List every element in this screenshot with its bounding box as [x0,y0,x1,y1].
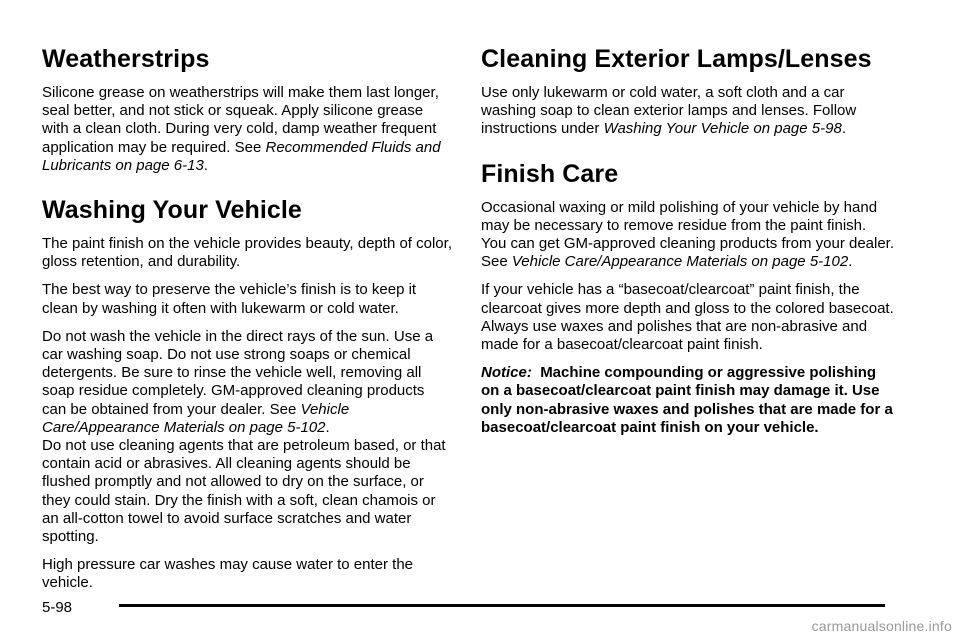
notice-paragraph [481,364,895,437]
period: . [848,253,853,271]
footer-rule [119,604,885,607]
left-column [42,44,452,603]
finish-paragraph-2: If your vehicle has a “basecoat/clearcoat” paint finish, the clearcoat gives more depth and gloss to the colored basecoat. Always use waxes and polishes that are non-abrasive and made for a basecoat/clearcoat paint finish. [481,281,894,354]
washing-paragraph-4: High pressure car washes may cause water to enter the vehicle. [42,556,414,592]
fluids-lubricants-reference[interactable]: Recommended Fluids and Lubricants on page 6-13 [42,138,441,174]
lamps-paragraph [481,84,895,139]
finish-p1-text: Occasional waxing or mild polishing of your vehicle by hand may be necessary to remove residue from the paint finish. You can get GM-approved cleaning products from your dealer. See [481,198,895,271]
period: . [203,156,208,174]
heading-weatherstrips: Weatherstrips [42,45,210,73]
washing-paragraph-3 [42,328,452,546]
page-number: 5-98 [42,599,73,616]
finish-paragraph-1 [481,199,895,272]
appearance-materials-reference[interactable]: Vehicle Care/Appearance Materials on page 5-102 [511,253,849,271]
washing-p3-text: Do not wash the vehicle in the direct rays of the sun. Use a car washing soap. Do not use strong soaps or chemical detergents. Be sure to rinse the vehicle well, removing all soap residue completely. GM-approved cleaning products can be obtained from your dealer. See [42,327,434,418]
heading-washing: Washing Your Vehicle [42,196,302,225]
heading-lamps: Cleaning Exterior Lamps/Lenses [481,45,872,73]
watermark: carmanualsonline.info [811,618,952,634]
washing-paragraph-1: The paint finish on the vehicle provides beauty, depth of color, gloss retention, and durability. [42,235,452,271]
heading-finish-care: Finish Care [481,159,619,188]
right-column [481,44,895,447]
washing-vehicle-reference[interactable]: Washing Your Vehicle on page 5-98 [603,120,842,138]
washing-p3-continued: Do not use cleaning agents that are petroleum based, or that contain acid or abrasives. All cleaning agents should be flushed promptly and not allowed to dry on the surface, or they could stain. Dry the finish with a soft, clean chamois or an all-cotton towel to avoid surface scratches and water spotting. [42,437,446,546]
appearance-materials-reference[interactable]: Vehicle Care/Appearance Materials on page 5-102 [42,400,350,436]
lamps-text: Use only lukewarm or cold water, a soft cloth and a car washing soap to clean exterior lamps and lenses. Follow instructions under [481,84,857,138]
period: . [841,120,846,138]
weatherstrips-text: Silicone grease on weatherstrips will make them last longer, seal better, and not stick or squeak. Apply silicone grease with a clean cloth. During very cold, damp weather frequent application may be required. See [42,84,439,156]
washing-paragraph-2: The best way to preserve the vehicle’s finish is to keep it clean by washing it often with lukewarm or cold water. [42,281,417,317]
period: . [325,418,330,436]
notice-label: Notice: [481,364,532,382]
notice-text: Machine compounding or aggressive polishing on a basecoat/clearcoat paint finish may damage it. Use only non-abrasive waxes and polishes that are made for a basecoat/clearcoat paint finish on your vehicle. [481,364,893,436]
weatherstrips-paragraph [42,84,452,175]
